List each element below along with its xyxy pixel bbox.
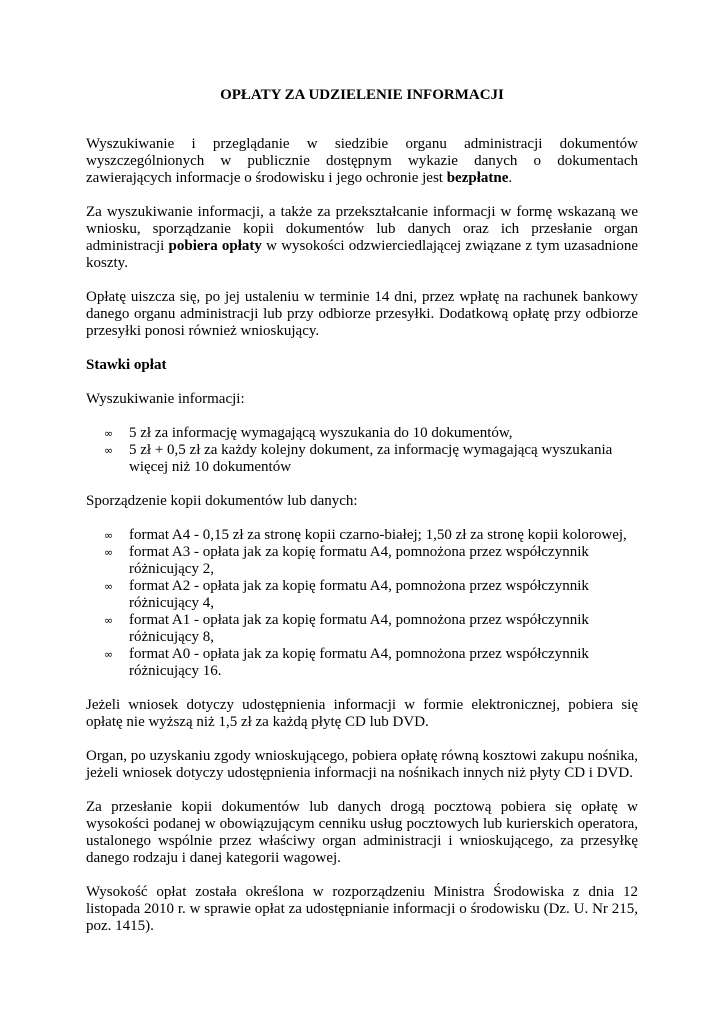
infinity-bullet-icon: ∞	[104, 427, 114, 440]
paragraph-postal: Za przesłanie kopii dokumentów lub danych drogą pocztową pobiera się opłatę w wysokości podanej w obowiązującym cenniku usług pocztowych lub kurierskich operatora, ustalonego wspólnie przez właściwy organ administracji i wnioskującego, za przesyłkę danego rodzaju i danej kategorii wagowej.	[86, 799, 638, 866]
list-item	[86, 646, 638, 680]
paragraph-electronic: Jeżeli wniosek dotyczy udostępnienia informacji w formie elektronicznej, pobiera się opłatę nie wyższą niż 1,5 zł za każdą płytę CD lub DVD.	[86, 697, 638, 730]
list-item-text: format A2 - opłata jak za kopię formatu A4, pomnożona przez współczynnik różnicujący 4,	[129, 578, 589, 611]
search-list-intro: Wyszukiwanie informacji:	[86, 391, 245, 407]
list-item-text: 5 zł za informację wymagającą wyszukania do 10 dokumentów,	[129, 425, 513, 441]
infinity-bullet-icon: ∞	[104, 614, 114, 627]
list-item-text: format A0 - opłata jak za kopię formatu A4, pomnożona przez współczynnik różnicujący 16.	[129, 646, 589, 679]
list-item	[86, 578, 638, 612]
list-item	[86, 612, 638, 646]
list-item-text: format A4 - 0,15 zł za stronę kopii czarno-białej; 1,50 zł za stronę kopii kolorowej,	[129, 527, 627, 543]
paragraph-legal-basis: Wysokość opłat została określona w rozporządzeniu Ministra Środowiska z dnia 12 listopada 2010 r. w sprawie opłat za udostępnianie informacji o środowisku (Dz. U. Nr 215, poz. 1415).	[86, 884, 638, 934]
bold-free: bezpłatne	[446, 170, 509, 186]
paragraph-text: Za wyszukiwanie informacji, a także za przekształcanie informacji w formę wskazaną we wniosku, sporządzanie kopii dokumentów lub danych oraz ich przesłanie organ administracji	[86, 204, 638, 254]
paragraph-end: .	[508, 170, 513, 186]
paragraph-text: Wyszukiwanie i przeglądanie w siedzibie organu administracji dokumentów wyszczególnionych w publicznie dostępnym wykazie danych o dokumentach zawierających informacje o środowisku i jego ochronie jest	[86, 136, 638, 186]
list-item-text: format A1 - opłata jak za kopię formatu A4, pomnożona przez współczynnik różnicujący 8,	[129, 612, 589, 645]
list-item	[86, 442, 638, 476]
list-item	[86, 544, 638, 578]
infinity-bullet-icon: ∞	[104, 529, 114, 542]
rates-heading: Stawki opłat	[86, 357, 167, 373]
paragraph-payment: Opłatę uiszcza się, po jej ustaleniu w terminie 14 dni, przez wpłatę na rachunek bankowy danego organu administracji lub przy odbiorze przesyłki. Dodatkową opłatę przy odbiorze przesyłki ponosi również wnioskujący.	[86, 289, 638, 339]
infinity-bullet-icon: ∞	[104, 580, 114, 593]
paragraph-fees	[86, 204, 638, 272]
infinity-bullet-icon: ∞	[104, 444, 114, 457]
page-title: OPŁATY ZA UDZIELENIE INFORMACJI	[220, 87, 504, 103]
list-item	[86, 425, 638, 442]
paragraph-end: w wysokości odzwierciedlającej związane z tym uzasadnione koszty.	[86, 238, 638, 271]
copies-rates-list	[86, 527, 638, 680]
list-item-text: 5 zł + 0,5 zł za każdy kolejny dokument, za informację wymagającą wyszukania więcej niż 10 dokumentów	[129, 442, 613, 475]
infinity-bullet-icon: ∞	[104, 546, 114, 559]
copies-list-intro: Sporządzenie kopii dokumentów lub danych:	[86, 493, 358, 509]
search-rates-list	[86, 425, 638, 476]
paragraph-media: Organ, po uzyskaniu zgody wnioskującego, pobiera opłatę równą kosztowi zakupu nośnika, jeżeli wniosek dotyczy udostępnienia informacji na nośnikach innych niż płyty CD i DVD.	[86, 748, 638, 781]
bold-fees: pobiera opłaty	[168, 238, 262, 254]
paragraph-free-search	[86, 136, 638, 187]
list-item-text: format A3 - opłata jak za kopię formatu A4, pomnożona przez współczynnik różnicujący 2,	[129, 544, 589, 577]
infinity-bullet-icon: ∞	[104, 648, 114, 661]
list-item	[86, 527, 638, 544]
